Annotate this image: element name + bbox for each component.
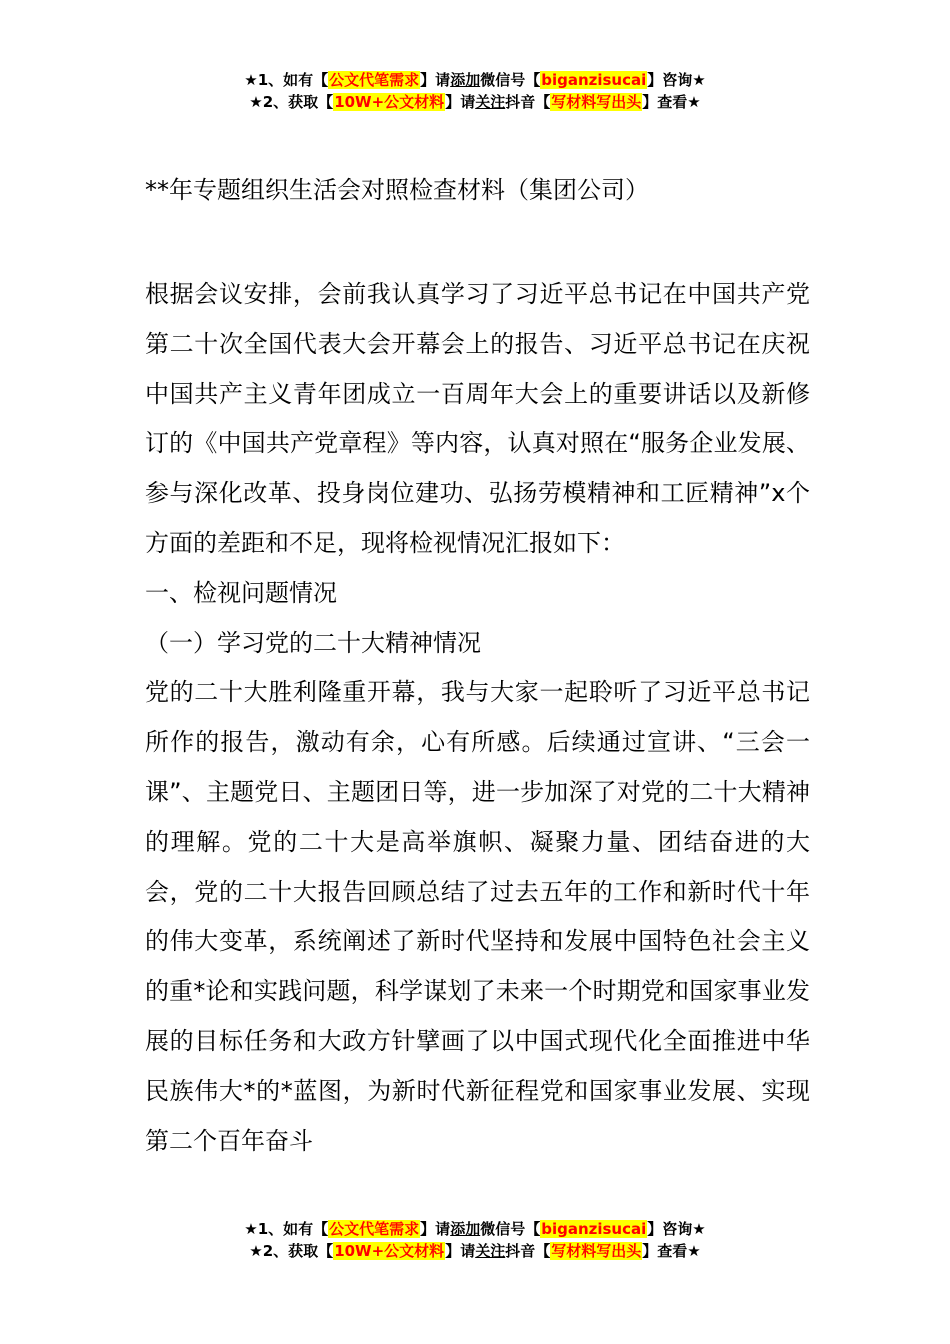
banner-text: ★1、如有【 <box>244 1220 329 1238</box>
section-heading: 一、检视问题情况 <box>145 578 337 607</box>
banner-text: ★1、如有【 <box>244 71 329 89</box>
banner-highlight: 10W+公文材料 <box>334 1242 445 1260</box>
banner-text: 】请 <box>420 1220 451 1238</box>
banner-text: 】请 <box>420 71 451 89</box>
document-header <box>145 172 810 208</box>
banner-text: 微信号【 <box>480 1220 541 1238</box>
banner-highlight: 公文代笔需求 <box>329 1220 420 1238</box>
banner-text: 】咨询★ <box>647 71 706 89</box>
banner-highlight: 10W+公文材料 <box>334 93 445 111</box>
banner-emphasis: 添加 <box>450 71 481 89</box>
banner-text: 】咨询★ <box>647 1220 706 1238</box>
banner-line-1 <box>0 69 950 91</box>
banner-highlight: 公文代笔需求 <box>329 71 420 89</box>
banner-emphasis: 添加 <box>450 1220 481 1238</box>
document-body <box>145 270 810 1166</box>
banner-text: 微信号【 <box>480 71 541 89</box>
banner-line-2 <box>0 1240 950 1262</box>
banner-highlight: biganzisucai <box>541 71 647 89</box>
intro-paragraph: 根据会议安排，会前我认真学习了习近平总书记在中国共产党第二十次全国代表大会开幕会上的报告、习近平总书记在庆祝中国共产主义青年团成立一百周年大会上的重要讲话以及新修订的《中国共产党章程》等内容，认真对照在“服务企业发展、参与深化改革、投身岗位建功、弘扬劳模精神和工匠精神”x个方面的差距和不足，现将检视情况汇报如下： <box>145 280 810 557</box>
banner-highlight: biganzisucai <box>541 1220 647 1238</box>
banner-emphasis: 关注 <box>475 1242 506 1260</box>
header-banner <box>0 69 950 113</box>
banner-text: ★2、获取【 <box>249 1242 334 1260</box>
banner-text: ★2、获取【 <box>249 93 334 111</box>
footer-banner <box>0 1218 950 1262</box>
banner-text: 】查看★ <box>642 1242 701 1260</box>
banner-text: 抖音【 <box>505 93 551 111</box>
banner-line-1 <box>0 1218 950 1240</box>
banner-highlight: 写材料写出头 <box>551 1242 642 1260</box>
subsection-paragraph: 党的二十大胜利隆重开幕，我与大家一起聆听了习近平总书记所作的报告，激动有余，心有所感。后续通过宣讲、“三会一课”、主题党日、主题团日等，进一步加深了对党的二十大精神的理解。党的二十大是高举旗帜、凝聚力量、团结奋进的大会，党的二十大报告回顾总结了过去五年的工作和新时代十年的伟大变革，系统阐述了新时代坚持和发展中国特色社会主义的重*论和实践问题，科学谋划了未来一个时期党和国家事业发展的目标任务和大政方针擘画了以中国式现代化全面推进中华民族伟大*的*蓝图，为新时代新征程党和国家事业发展、实现第二个百年奋斗 <box>145 678 810 1155</box>
banner-highlight: 写材料写出头 <box>551 93 642 111</box>
banner-line-2 <box>0 91 950 113</box>
document-title: **年专题组织生活会对照检查材料（集团公司） <box>145 176 649 204</box>
banner-text: 】查看★ <box>642 93 701 111</box>
subsection-heading: （一）学习党的二十大精神情况 <box>145 628 481 657</box>
banner-text: 】请 <box>445 93 476 111</box>
banner-text: 抖音【 <box>505 1242 551 1260</box>
banner-emphasis: 关注 <box>475 93 506 111</box>
banner-text: 】请 <box>445 1242 476 1260</box>
